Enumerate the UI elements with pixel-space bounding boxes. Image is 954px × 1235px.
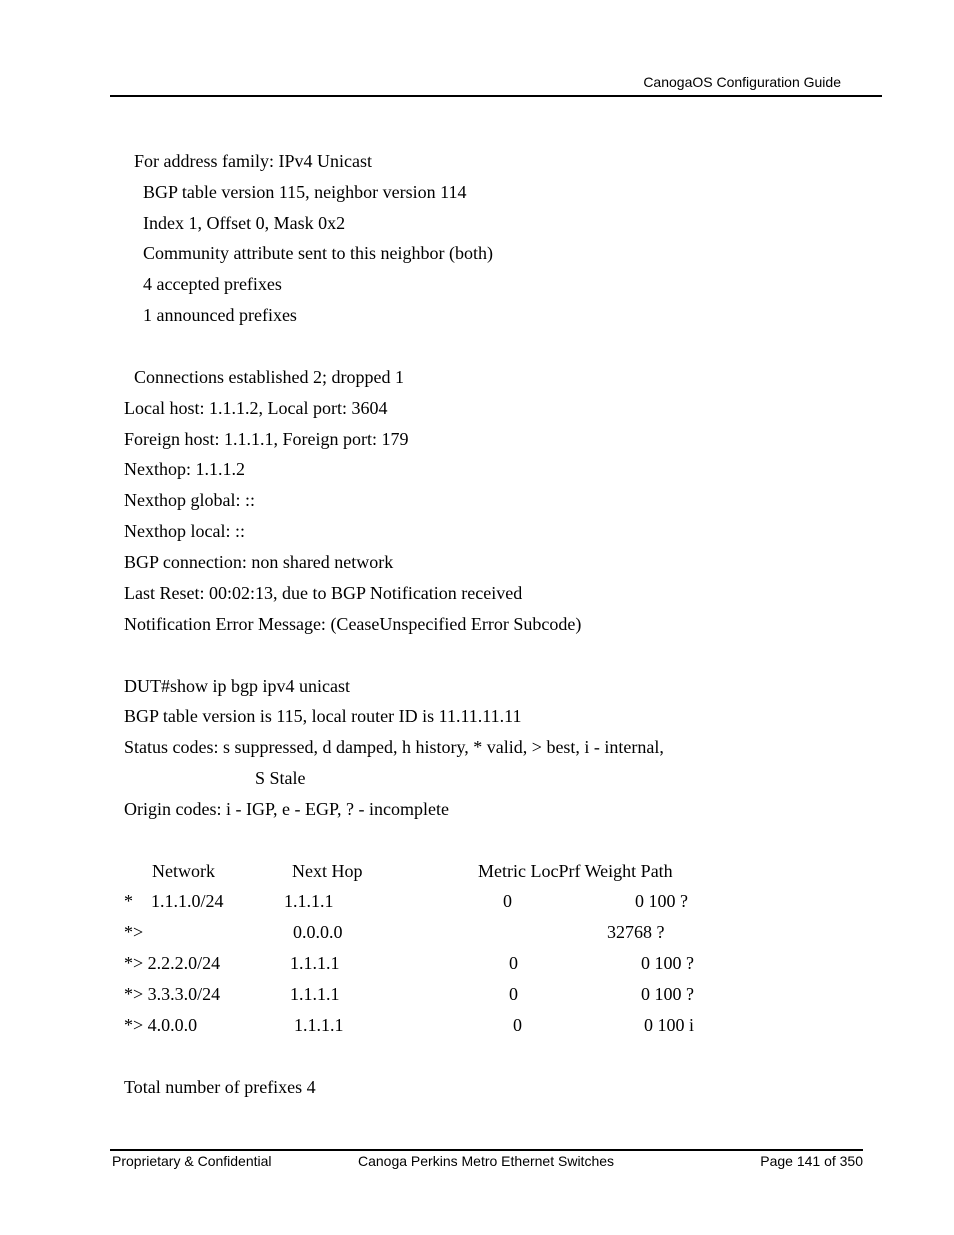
route-weight-path: 0 100 ? xyxy=(641,953,694,973)
connections-established: Connections established 2; dropped 1 xyxy=(134,367,404,387)
connection-line: Nexthop local: :: xyxy=(124,521,245,541)
address-family-line: 1 announced prefixes xyxy=(143,305,297,325)
route-next-hop: 1.1.1.1 xyxy=(294,1015,344,1035)
address-family-line: Community attribute sent to this neighbor (both) xyxy=(143,243,493,263)
route-next-hop: 0.0.0.0 xyxy=(293,922,343,942)
connection-line: Nexthop: 1.1.1.2 xyxy=(124,459,245,479)
route-status-network: *> xyxy=(124,922,144,942)
route-metric: 0 xyxy=(503,891,512,911)
route-status-network: *> 4.0.0.0 xyxy=(124,1015,198,1035)
connection-line: Last Reset: 00:02:13, due to BGP Notification received xyxy=(124,583,523,603)
address-family-line: 4 accepted prefixes xyxy=(143,274,282,294)
running-header: CanogaOS Configuration Guide xyxy=(643,74,841,90)
connection-line: BGP connection: non shared network xyxy=(124,552,394,572)
route-status-network: * 1.1.1.0/24 xyxy=(124,891,224,911)
address-family-line: Index 1, Offset 0, Mask 0x2 xyxy=(143,213,346,233)
connection-line: Notification Error Message: (CeaseUnspecified Error Subcode) xyxy=(124,614,582,634)
address-family-heading: For address family: IPv4 Unicast xyxy=(134,151,372,171)
footer-center: Canoga Perkins Metro Ethernet Switches xyxy=(358,1153,615,1169)
cli-command: DUT#show ip bgp ipv4 unicast xyxy=(124,676,350,696)
route-weight-path: 0 100 i xyxy=(644,1015,695,1035)
route-metric: 0 xyxy=(513,1015,522,1035)
column-header-metric-locprf-weight-path: Metric LocPrf Weight Path xyxy=(478,861,673,881)
connection-line: Nexthop global: :: xyxy=(124,490,255,510)
origin-codes-line: Origin codes: i - IGP, e - EGP, ? - incomplete xyxy=(124,799,449,819)
route-weight-path: 0 100 ? xyxy=(635,891,688,911)
route-next-hop: 1.1.1.1 xyxy=(290,953,340,973)
route-next-hop: 1.1.1.1 xyxy=(284,891,334,911)
route-metric: 0 xyxy=(509,953,518,973)
route-status-network: *> 2.2.2.0/24 xyxy=(124,953,221,973)
table-version-line: BGP table version is 115, local router ID is 11.11.11.11 xyxy=(124,706,522,726)
route-weight-path: 32768 ? xyxy=(607,922,665,942)
total-prefixes-line: Total number of prefixes 4 xyxy=(124,1077,316,1097)
footer-page-number: Page 141 of 350 xyxy=(760,1153,863,1169)
route-status-network: *> 3.3.3.0/24 xyxy=(124,984,221,1004)
status-codes-line: Status codes: s suppressed, d damped, h history, * valid, > best, i - internal, xyxy=(124,737,664,757)
status-codes-continuation: S Stale xyxy=(255,768,306,788)
route-next-hop: 1.1.1.1 xyxy=(290,984,340,1004)
connection-line: Local host: 1.1.1.2, Local port: 3604 xyxy=(124,398,388,418)
header-rule xyxy=(110,95,882,97)
column-header-next-hop: Next Hop xyxy=(292,861,363,881)
route-metric: 0 xyxy=(509,984,518,1004)
footer-rule xyxy=(110,1149,863,1151)
footer-left: Proprietary & Confidential xyxy=(112,1153,272,1169)
connection-line: Foreign host: 1.1.1.1, Foreign port: 179 xyxy=(124,429,409,449)
address-family-line: BGP table version 115, neighbor version 114 xyxy=(143,182,467,202)
column-header-network: Network xyxy=(152,861,215,881)
route-weight-path: 0 100 ? xyxy=(641,984,694,1004)
